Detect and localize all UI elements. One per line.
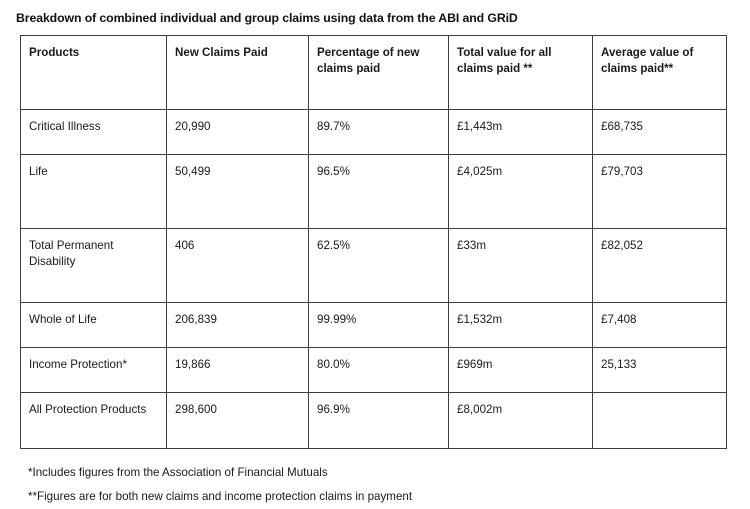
cell-all-products-average-value — [593, 393, 727, 449]
cell-income-protection-new-claims: 19,866 — [167, 348, 309, 393]
row-label-all-protection-products: All Protection Products — [21, 393, 167, 449]
cell-critical-illness-new-claims: 20,990 — [167, 110, 309, 155]
cell-tpd-percentage: 62.5% — [309, 229, 449, 303]
cell-all-products-total-value: £8,002m — [449, 393, 593, 449]
cell-income-protection-average-value: 25,133 — [593, 348, 727, 393]
row-label-life: Life — [21, 155, 167, 229]
table-row — [21, 348, 727, 393]
page-title: Breakdown of combined individual and group claims using data from the ABI and GRiD — [16, 11, 518, 25]
cell-life-total-value: £4,025m — [449, 155, 593, 229]
table-header-row — [21, 36, 727, 110]
cell-tpd-total-value: £33m — [449, 229, 593, 303]
cell-whole-of-life-total-value: £1,532m — [449, 303, 593, 348]
table-row — [21, 155, 727, 229]
cell-income-protection-total-value: £969m — [449, 348, 593, 393]
cell-whole-of-life-new-claims: 206,839 — [167, 303, 309, 348]
row-label-whole-of-life: Whole of Life — [21, 303, 167, 348]
cell-life-new-claims: 50,499 — [167, 155, 309, 229]
row-label-income-protection: Income Protection* — [21, 348, 167, 393]
cell-life-average-value: £79,703 — [593, 155, 727, 229]
row-label-critical-illness: Critical Illness — [21, 110, 167, 155]
column-header-products: Products — [21, 36, 167, 110]
table-row — [21, 229, 727, 303]
cell-critical-illness-average-value: £68,735 — [593, 110, 727, 155]
column-header-new-claims-paid: New Claims Paid — [167, 36, 309, 110]
cell-whole-of-life-percentage: 99.99% — [309, 303, 449, 348]
table-row — [21, 303, 727, 348]
cell-life-percentage: 96.5% — [309, 155, 449, 229]
footnote-double-asterisk: **Figures are for both new claims and income protection claims in payment — [28, 490, 413, 503]
cell-all-products-new-claims: 298,600 — [167, 393, 309, 449]
table-row — [21, 110, 727, 155]
cell-tpd-new-claims: 406 — [167, 229, 309, 303]
footnote-single-asterisk: *Includes figures from the Association of Financial Mutuals — [28, 466, 328, 479]
column-header-average-value: Average value of claims paid** — [593, 36, 727, 110]
cell-critical-illness-percentage: 89.7% — [309, 110, 449, 155]
cell-all-products-percentage: 96.9% — [309, 393, 449, 449]
cell-income-protection-percentage: 80.0% — [309, 348, 449, 393]
cell-critical-illness-total-value: £1,443m — [449, 110, 593, 155]
cell-tpd-average-value: £82,052 — [593, 229, 727, 303]
row-label-total-permanent-disability: Total Permanent Disability — [21, 229, 167, 303]
claims-table — [20, 35, 727, 449]
column-header-total-value: Total value for all claims paid ** — [449, 36, 593, 110]
cell-whole-of-life-average-value: £7,408 — [593, 303, 727, 348]
table-row — [21, 393, 727, 449]
footnotes — [28, 461, 736, 509]
column-header-percentage-new-claims-paid: Percentage of new claims paid — [309, 36, 449, 110]
